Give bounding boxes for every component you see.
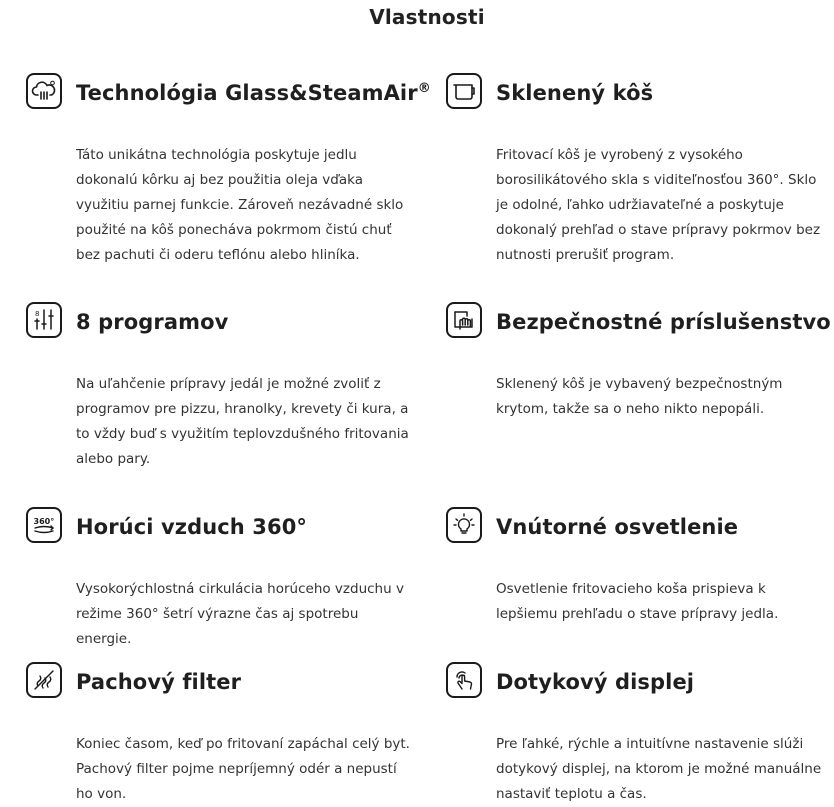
feature-text: Táto unikátna technológia poskytuje jedlu dokonalú kôrku aj bez použitia oleja vďaka využitiu parnej funkcie. Zároveň nezávadné sklo použité na kôš ponecháva pokrmom čistú chuť bez pachuti či oderu teflónu alebo hliníka. (76, 147, 404, 263)
touch-display-icon (446, 662, 482, 698)
feature-odor-filter (26, 662, 410, 802)
cloud-steam-icon (26, 73, 62, 109)
feature-title: Sklenený kôš (496, 81, 654, 105)
safety-hand-icon (446, 302, 482, 338)
glass-basket-icon (446, 73, 482, 109)
feature-text: Fritovací kôš je vyrobený z vysokého borosilikátového skla s viditeľnosťou 360°. Sklo je odolné, ľahko udržiavateľné a poskytuje dokonalý prehľad o stave prípravy pokrmov bez nutnosti prerušiť program. (496, 147, 821, 263)
feature-text: Na uľahčenie prípravy jedál je možné zvoliť z programov pre pizzu, hranolky, krevety či kura, a to vždy buď s využitím teplovzdušného fritovania alebo pary. (76, 376, 409, 467)
feature-text: Sklenený kôš je vybavený bezpečnostným krytom, takže sa o neho nikto nepopáli. (496, 376, 783, 417)
feature-title: Dotykový displej (496, 670, 695, 694)
feature-safety-accessory (446, 302, 831, 417)
feature-title: Horúci vzduch 360° (76, 515, 308, 539)
programs-sliders-icon (26, 302, 62, 338)
feature-inner-light (446, 507, 786, 622)
feature-text: Vysokorýchlostná cirkulácia horúceho vzduchu v režime 360° šetrí výrazne čas aj spotrebu energie. (76, 581, 404, 647)
feature-hot-air-360 (26, 507, 404, 647)
feature-8-programs (26, 302, 409, 467)
hot-air-icon-label: 360° (33, 517, 55, 526)
feature-title: Vnútorné osvetlenie (496, 515, 739, 539)
feature-title: Bezpečnostné príslušenstvo (496, 310, 831, 334)
feature-title: Pachový filter (76, 670, 242, 694)
feature-text: Osvetlenie fritovacieho koša prispieva k lepšiemu prehľadu o stave prípravy jedla. (496, 581, 779, 622)
feature-text: Pre ľahké, rýchle a intuitívne nastavenie slúži dotykový displej, na ktorom je možné manuálne nastaviť teplotu a čas. (496, 736, 822, 802)
feature-title: Technológia Glass&SteamAir® (76, 81, 431, 105)
feature-text: Koniec časom, keď po fritovaní zapáchal celý byt. Pachový filter pojme nepríjemný odér a nepustí ho von. (76, 736, 410, 802)
feature-glass-basket (446, 73, 821, 263)
feature-touch-display (446, 662, 822, 802)
hot-air-360-icon (26, 507, 62, 543)
programs-icon-label: 8 (35, 310, 40, 318)
feature-glass-steamair (26, 73, 431, 263)
page-title: Vlastnosti (369, 5, 485, 29)
feature-title: 8 programov (76, 310, 229, 334)
odor-filter-icon (26, 662, 62, 698)
light-bulb-icon (446, 507, 482, 543)
